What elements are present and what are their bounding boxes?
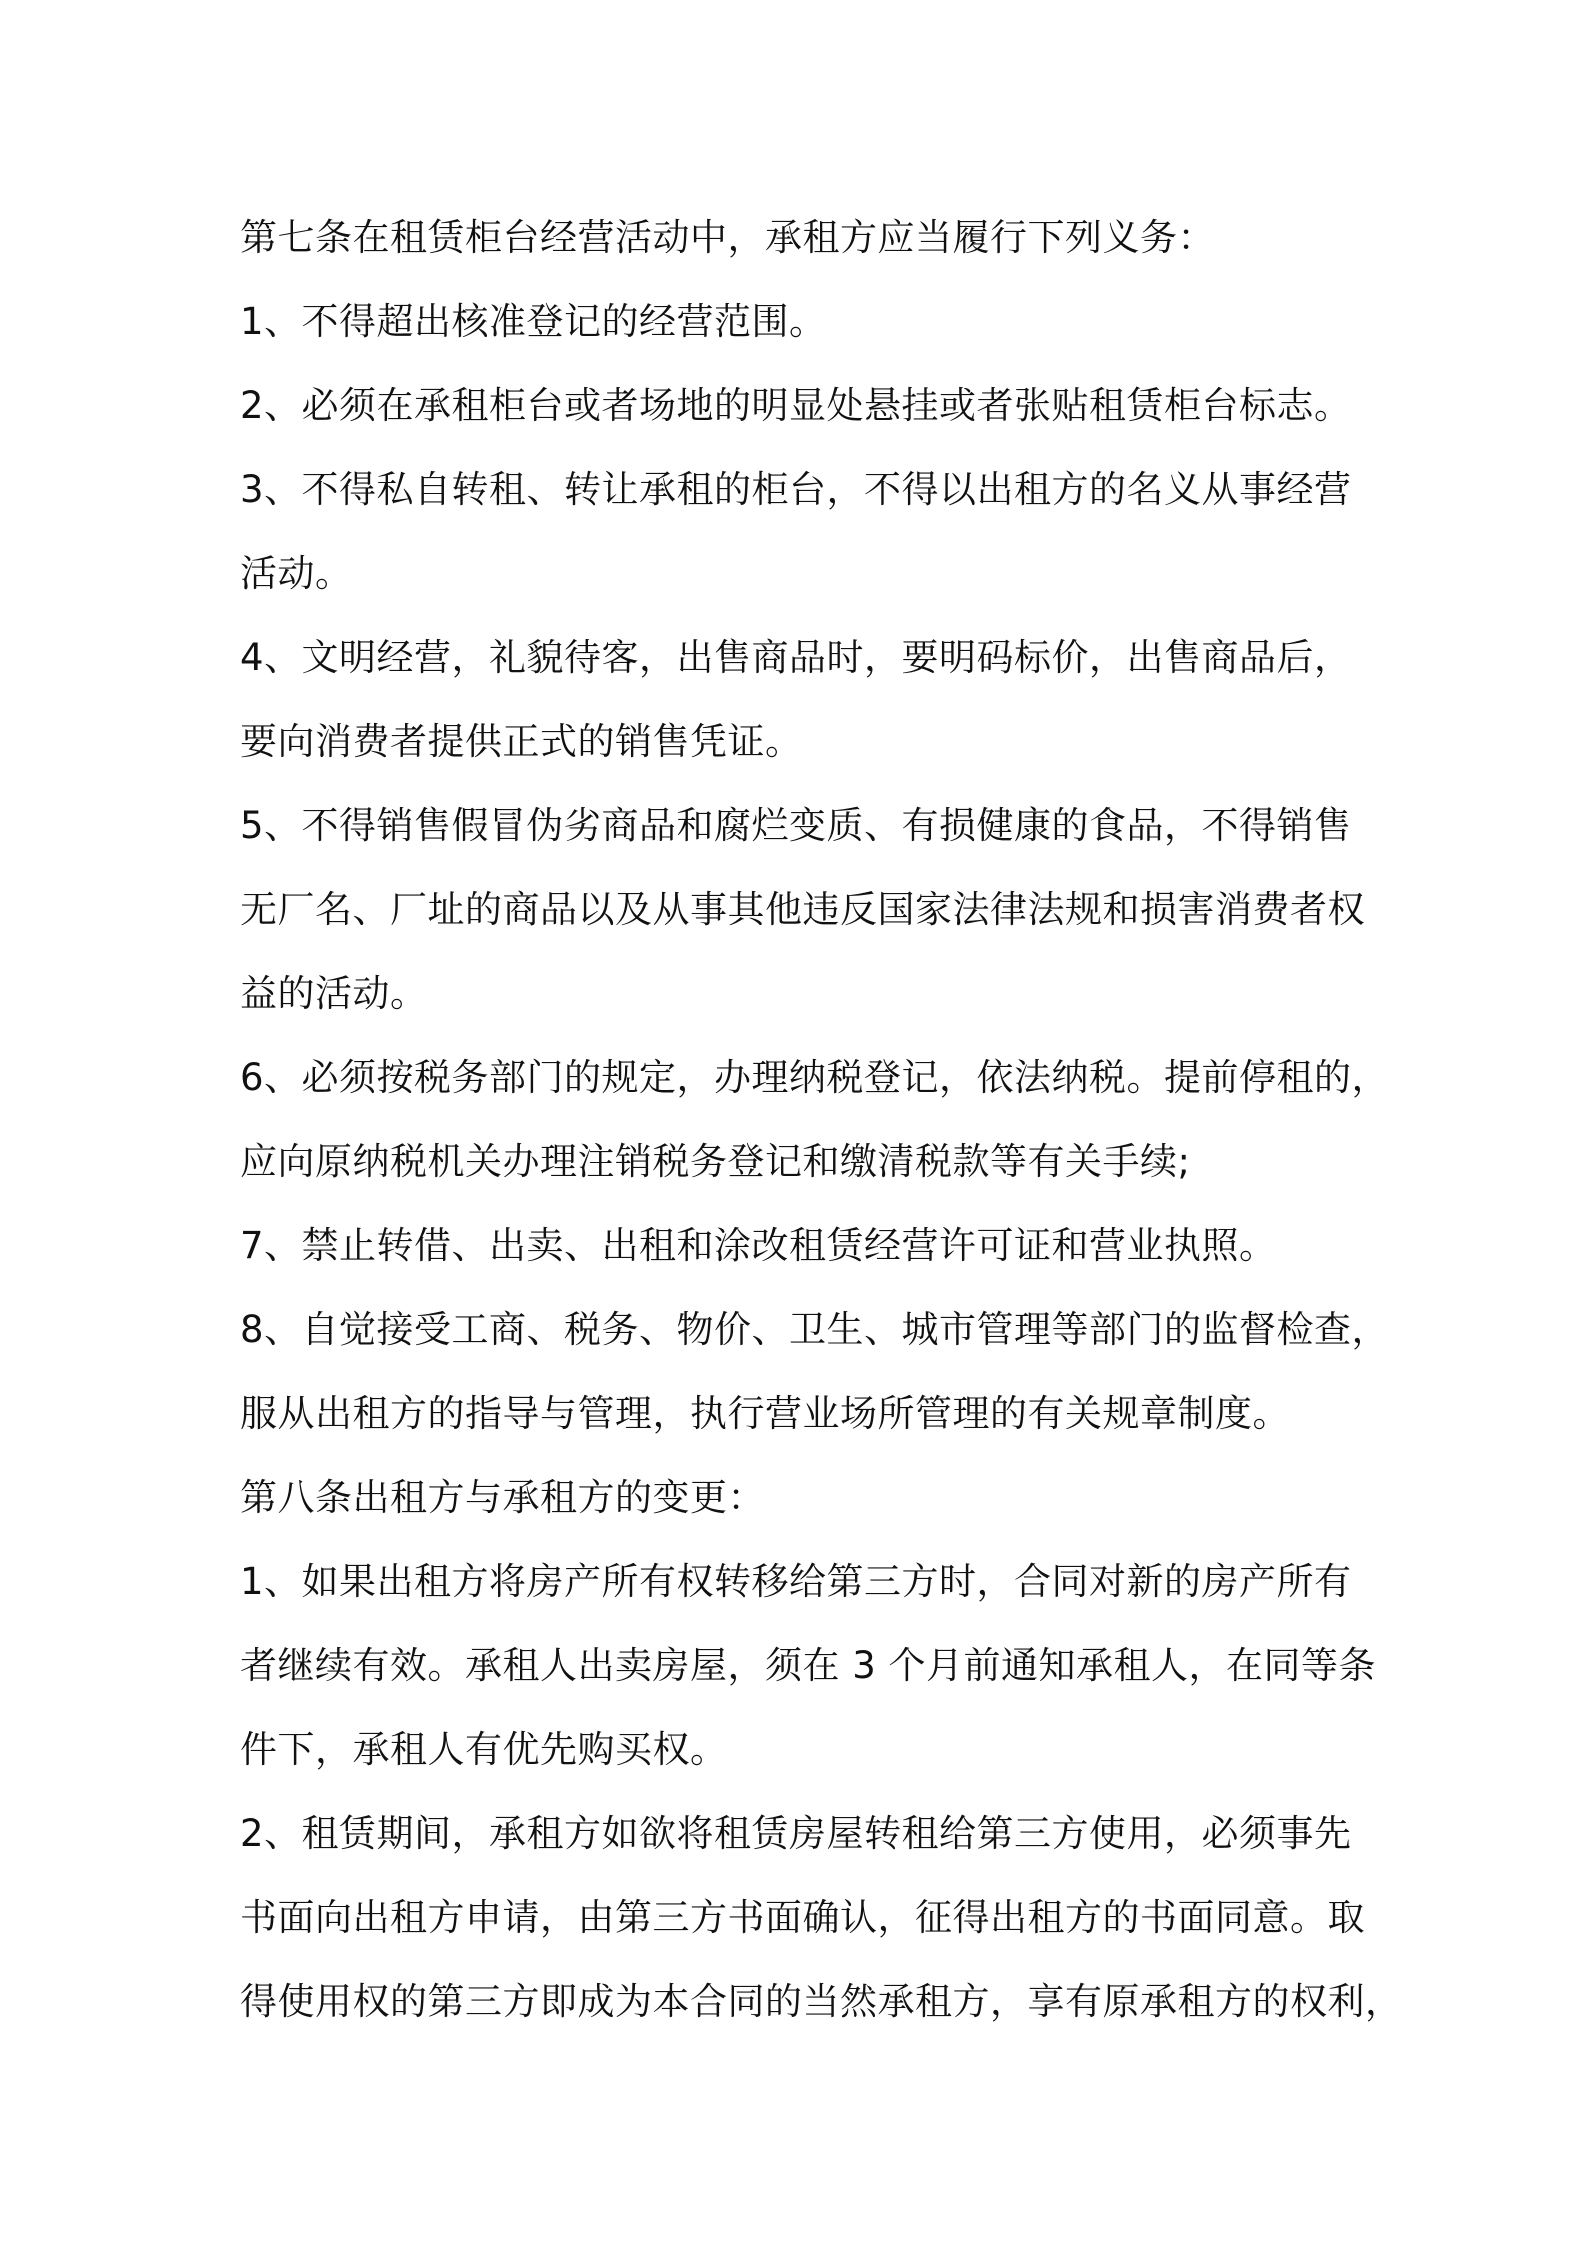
- text-line: 2、租赁期间，承租方如欲将租赁房屋转租给第三方使用，必须事先: [240, 1812, 1352, 1855]
- text-line: 要向消费者提供正式的销售凭证。: [240, 720, 803, 763]
- text-line: 4、文明经营，礼貌待客，出售商品时，要明码标价，出售商品后，: [240, 636, 1352, 679]
- text-line: 件下，承租人有优先购买权。: [240, 1728, 728, 1771]
- text-line: 第八条出租方与承租方的变更：: [240, 1476, 765, 1519]
- text-line: 得使用权的第三方即成为本合同的当然承租方，享有原承租方的权利，: [240, 1980, 1403, 2023]
- text-line: 第七条在租赁柜台经营活动中，承租方应当履行下列义务：: [240, 216, 1215, 259]
- text-line: 活动。: [240, 552, 353, 595]
- text-line: 书面向出租方申请，由第三方书面确认，征得出租方的书面同意。取: [240, 1896, 1365, 1939]
- text-line: 无厂名、厂址的商品以及从事其他违反国家法律法规和损害消费者权: [240, 888, 1365, 931]
- text-line: 6、必须按税务部门的规定，办理纳税登记，依法纳税。提前停租的，: [240, 1056, 1390, 1099]
- text-line: 7、禁止转借、出卖、出租和涂改租赁经营许可证和营业执照。: [240, 1224, 1277, 1267]
- text-line: 8、自觉接受工商、税务、物价、卫生、城市管理等部门的监督检查，: [240, 1308, 1390, 1351]
- text-line: 3、不得私自转租、转让承租的柜台，不得以出租方的名义从事经营: [240, 468, 1352, 511]
- text-line: 服从出租方的指导与管理，执行营业场所管理的有关规章制度。: [240, 1392, 1290, 1435]
- text-line: 者继续有效。承租人出卖房屋，须在 3 个月前通知承租人，在同等条: [240, 1644, 1377, 1687]
- document-body: [240, 196, 1403, 2044]
- text-line: 益的活动。: [240, 972, 428, 1015]
- text-line: 2、必须在承租柜台或者场地的明显处悬挂或者张贴租赁柜台标志。: [240, 384, 1352, 427]
- text-line: 1、不得超出核准登记的经营范围。: [240, 300, 827, 343]
- text-line: 1、如果出租方将房产所有权转移给第三方时，合同对新的房产所有: [240, 1560, 1352, 1603]
- text-line: 应向原纳税机关办理注销税务登记和缴清税款等有关手续;: [240, 1140, 1191, 1183]
- text-line: 5、不得销售假冒伪劣商品和腐烂变质、有损健康的食品，不得销售: [240, 804, 1352, 847]
